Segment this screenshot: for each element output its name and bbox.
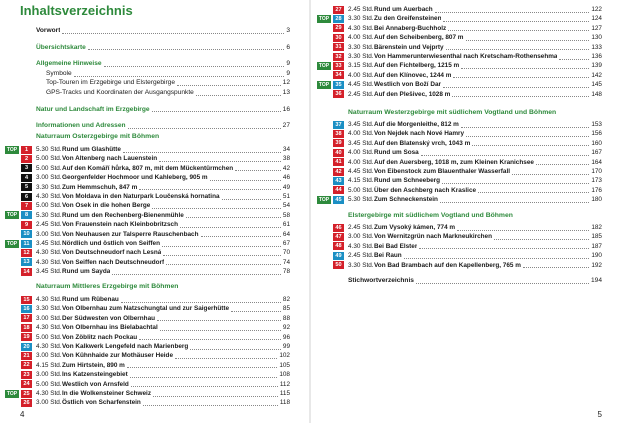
tour-number-badge: 24	[21, 380, 32, 388]
tour-duration: 4.30 Std.	[36, 342, 62, 350]
tour-title: Westlich von Boží Dar	[374, 81, 441, 89]
tour-number-badge: 19	[21, 333, 32, 341]
tour-number-badge: 45	[333, 196, 344, 204]
right-page	[312, 0, 620, 423]
tour-page: 78	[282, 268, 290, 276]
tour-title: Rund um Sayda	[62, 268, 111, 276]
tour-title: Rund um Schneeberg	[374, 177, 441, 185]
tour-entry[interactable]	[23, 304, 290, 313]
tour-page: 167	[591, 149, 602, 157]
tour-page: 185	[591, 233, 602, 241]
tour-list	[318, 120, 602, 205]
tour-entry[interactable]	[23, 333, 290, 342]
tour-number-badge: 13	[21, 258, 32, 266]
tour-duration: 4.00 Std.	[348, 158, 374, 166]
tour-page: 176	[591, 186, 602, 194]
tour-page: 61	[282, 221, 290, 229]
tour-entry[interactable]	[318, 61, 602, 70]
tour-page: 142	[591, 71, 602, 79]
tour-duration: 2.45 Std.	[348, 90, 374, 98]
tour-entry[interactable]	[318, 14, 602, 23]
tour-title: Von Seiffen nach Deutschneudorf	[62, 258, 165, 266]
tour-number-badge: 2	[21, 155, 32, 163]
tour-entry[interactable]	[23, 230, 290, 239]
tour-title: Rund um Auerbach	[374, 6, 433, 13]
tour-number-badge: 48	[333, 242, 344, 250]
tour-duration: 3.00 Std.	[348, 233, 374, 241]
tour-duration: 4.00 Std.	[348, 130, 374, 138]
tour-entry[interactable]	[335, 71, 602, 80]
tour-page: 112	[279, 380, 290, 388]
tour-page: 187	[591, 242, 602, 250]
tour-duration: 5.00 Std.	[36, 380, 62, 388]
tour-title: Von Wernitzgrün nach Markneukirchen	[374, 233, 493, 241]
tour-entry[interactable]	[335, 148, 602, 157]
tour-duration: 5.30 Std.	[348, 196, 374, 204]
tour-title: Auf den Blatenský vrch, 1043 m	[374, 139, 471, 147]
tour-page: 133	[591, 43, 602, 51]
tour-list	[335, 223, 602, 270]
tour-number-badge: 27	[333, 6, 344, 14]
tour-entry[interactable]	[24, 201, 290, 210]
tour-page: 70	[282, 249, 290, 257]
tour-number-badge: 32	[333, 53, 344, 61]
tour-title: Zum Schneckenstein	[374, 196, 438, 204]
tour-title: Über den Aschberg nach Kraslice	[374, 186, 477, 194]
page-title: Inhaltsverzeichnis	[20, 3, 133, 18]
tour-duration: 5.00 Std.	[36, 164, 62, 172]
tour-duration: 3.00 Std.	[36, 230, 62, 238]
section-heading: Elstergebirge mit südlichem Vogtland und Böhmen	[348, 212, 513, 219]
tour-page: 46	[282, 174, 290, 182]
tour-entry[interactable]	[335, 52, 602, 61]
tour-entry[interactable]	[23, 323, 290, 332]
tour-title: Auf die Morgenleithe, 812 m	[374, 121, 459, 128]
tour-duration: 5.00 Std.	[36, 333, 62, 341]
tour-page: 148	[591, 90, 602, 98]
tour-duration: 3.00 Std.	[36, 371, 62, 379]
tour-number-badge: 44	[333, 186, 344, 194]
tour-number-badge: 43	[333, 177, 344, 185]
tour-duration: 2.45 Std.	[348, 252, 374, 260]
tour-entry[interactable]	[6, 389, 290, 398]
tour-entry[interactable]	[335, 251, 602, 260]
tour-number-badge: 28	[333, 15, 344, 23]
tour-number-badge: 17	[21, 314, 32, 322]
tour-entry[interactable]	[24, 192, 290, 201]
tour-list	[318, 5, 602, 99]
tour-entry[interactable]	[23, 380, 290, 389]
tour-number-badge: 29	[333, 24, 344, 32]
tour-duration: 4.30 Std.	[36, 324, 62, 332]
tour-duration: 2.45 Std.	[348, 6, 374, 13]
tour-number-badge: 23	[21, 371, 32, 379]
tour-entry[interactable]	[23, 398, 290, 407]
left-page	[0, 0, 308, 423]
tour-duration: 3.30 Std.	[348, 261, 374, 269]
tour-number-badge: 35	[333, 81, 344, 89]
tour-entry[interactable]	[23, 258, 290, 267]
tour-page: 88	[282, 314, 290, 322]
tour-duration: 3.30 Std.	[36, 183, 62, 191]
tour-number-badge: 18	[21, 324, 32, 332]
tour-page: 156	[591, 130, 602, 138]
tour-title: Von Olbernhau zum Natzschungtal und zur Saigerhütte	[62, 305, 230, 313]
tour-duration: 3.30 Std.	[36, 305, 62, 313]
tour-title: Auf den Auersberg, 1018 m, zum Kleinen Kranichsee	[374, 158, 534, 166]
tour-number-badge: 16	[21, 305, 32, 313]
tour-page: 124	[591, 15, 602, 23]
tour-number-badge: 36	[333, 90, 344, 98]
tour-title: Rund um den Rechenberg-Bienenmühle	[62, 211, 184, 219]
tour-page: 127	[591, 24, 602, 32]
tour-number-badge: 38	[333, 130, 344, 138]
tour-entry[interactable]	[335, 43, 602, 52]
tour-page: 192	[591, 261, 602, 269]
tour-title: Bei Raun	[374, 252, 402, 260]
tour-number-badge: 37	[333, 121, 344, 129]
tour-page: 99	[282, 342, 290, 350]
tour-title: Von Eibenstock zum Blauenthaler Wasserfall	[374, 167, 511, 175]
tour-title: Bei Annaberg-Buchholz	[374, 24, 447, 32]
toc-entry[interactable]: Übersichtskarte 6	[36, 43, 290, 51]
tour-page: 102	[279, 352, 290, 360]
tour-number-badge: 47	[333, 233, 344, 241]
tour-number-badge: 20	[21, 343, 32, 351]
tour-duration: 2.45 Std.	[348, 224, 374, 231]
tour-entry[interactable]	[24, 164, 290, 173]
tour-title: Östlich von Scharfenstein	[62, 399, 141, 407]
tour-duration: 2.45 Std.	[36, 221, 62, 229]
page-number: 4	[20, 410, 25, 419]
tour-number-badge: 9	[21, 221, 32, 229]
tour-entry[interactable]	[24, 183, 290, 192]
top-badge: TOP	[318, 16, 330, 23]
tour-page: 51	[282, 192, 290, 200]
tour-number-badge: 34	[333, 71, 344, 79]
tour-title: Auf den Fichtelberg, 1215 m	[374, 62, 460, 70]
tour-title: Zum Hemmschuh, 847 m	[62, 183, 138, 191]
tour-page: 170	[591, 167, 602, 175]
tour-entry[interactable]	[335, 5, 602, 14]
tour-title: Von Altenberg nach Lauenstein	[62, 155, 158, 163]
tour-duration: 4.00 Std.	[348, 34, 374, 42]
toc-index	[348, 276, 602, 286]
tour-duration: 4.15 Std.	[348, 177, 374, 185]
tour-duration: 3.30 Std.	[348, 52, 374, 60]
tour-number-badge: 4	[21, 174, 32, 182]
tour-entry[interactable]	[335, 139, 602, 148]
tour-entry[interactable]	[335, 167, 602, 176]
tour-number-badge: 14	[21, 268, 32, 276]
top-badge: TOP	[318, 63, 330, 70]
section-heading: Naturraum Mittleres Erzgebirge mit Böhmen	[36, 283, 179, 290]
toc-entry[interactable]: Symbole 9	[46, 69, 290, 77]
top-badge: TOP	[318, 81, 330, 88]
tour-title: Rund um Rübenau	[62, 296, 119, 303]
tour-duration: 3.45 Std.	[348, 121, 374, 128]
tour-page: 173	[591, 177, 602, 185]
tour-entry[interactable]	[335, 33, 602, 42]
tour-duration: 4.45 Std.	[348, 81, 374, 89]
tour-entry[interactable]	[23, 267, 290, 276]
tour-page: 85	[282, 305, 290, 313]
section-heading: Naturraum Osterzgebirge mit Böhmen	[36, 133, 160, 140]
tour-duration: 3.45 Std.	[36, 239, 62, 247]
tour-title: Bei Bad Elster	[374, 242, 418, 250]
tour-duration: 5.00 Std.	[348, 186, 374, 194]
tour-title: Von Hammerunterwiesenthal nach Kretscham-Rothensehma	[374, 52, 558, 60]
tour-page: 82	[282, 296, 290, 303]
tour-number-badge: 10	[21, 230, 32, 238]
tour-number-badge: 11	[21, 240, 32, 248]
tour-duration: 3.00 Std.	[36, 314, 62, 322]
tour-page: 130	[591, 34, 602, 42]
tour-number-badge: 12	[21, 249, 32, 257]
tour-title: Auf den Komáří hůrka, 807 m, mit dem Mückentürmchen	[62, 164, 234, 172]
tour-page: 160	[591, 139, 602, 147]
tour-page: 74	[282, 258, 290, 266]
toc-entry[interactable]: Vorwort 3	[36, 27, 290, 34]
tour-number-badge: 21	[21, 352, 32, 360]
tour-number-badge: 6	[21, 193, 32, 201]
tour-title: Von Olbernhau ins Bielabachtal	[62, 324, 158, 332]
tour-list	[6, 295, 290, 408]
tour-duration: 4.00 Std.	[348, 149, 374, 157]
tour-page: 180	[591, 196, 602, 204]
tour-title: Auf den Klínovec, 1244 m	[374, 71, 452, 79]
tour-number-badge: 15	[21, 296, 32, 304]
tour-number-badge: 3	[21, 164, 32, 172]
tour-entry[interactable]	[6, 145, 290, 154]
tour-page: 92	[282, 324, 290, 332]
tour-entry[interactable]	[6, 211, 290, 220]
tour-entry[interactable]	[335, 223, 602, 232]
tour-title: In die Wolkensteiner Schweiz	[62, 389, 152, 397]
tour-entry[interactable]	[23, 295, 290, 304]
tour-page: 67	[282, 239, 290, 247]
tour-page: 115	[279, 389, 290, 397]
tour-duration: 3.00 Std.	[36, 352, 62, 360]
tour-title: Der Südwesten von Olbernhau	[62, 314, 156, 322]
tour-entry[interactable]	[23, 248, 290, 257]
tour-page: 64	[282, 230, 290, 238]
tour-number-badge: 8	[21, 211, 32, 219]
toc-entry[interactable]: Allgemeine Hinweise 9	[36, 60, 290, 68]
tour-title: Bärenstein und Vejprty	[374, 43, 444, 51]
tour-number-badge: 41	[333, 158, 344, 166]
toc-entry[interactable]: Informationen und Adressen 27	[36, 122, 290, 130]
tour-duration: 4.30 Std.	[36, 296, 62, 303]
tour-entry[interactable]	[335, 242, 602, 251]
page-fold	[309, 0, 311, 423]
tour-title: Zum Hirtstein, 890 m	[62, 361, 125, 369]
tour-title: Von Neuhausen zur Talsperre Rauschenbach	[62, 230, 199, 238]
tour-title: Auf den Plešivec, 1028 m	[374, 90, 451, 98]
tour-entry[interactable]	[335, 129, 602, 138]
tour-title: Georgenfelder Hochmoor und Kahleberg, 905 m	[62, 174, 208, 182]
tour-duration: 4.30 Std.	[348, 242, 374, 250]
tour-number-badge: 30	[333, 34, 344, 42]
tour-title: Auf den Scheibenberg, 807 m	[374, 34, 464, 42]
tour-title: Von Nejdek nach Nové Hamry	[374, 130, 465, 138]
tour-entry[interactable]	[335, 120, 602, 129]
tour-entry[interactable]	[318, 80, 602, 89]
tour-entry[interactable]	[335, 158, 602, 167]
tour-page: 42	[282, 164, 290, 172]
tour-duration: 3.00 Std.	[36, 174, 62, 182]
top-badge: TOP	[6, 390, 18, 397]
tour-number-badge: 25	[21, 390, 32, 398]
tour-page: 122	[591, 6, 602, 13]
tour-number-badge: 22	[21, 361, 32, 369]
tour-entry[interactable]	[335, 24, 602, 33]
toc-entry[interactable]: Stichwortverzeichnis 194	[348, 277, 602, 284]
tour-title: Von Kühnhaide zur Mothäuser Heide	[62, 352, 174, 360]
tour-title: Von Frauenstein nach Kleinbobritzsch	[62, 221, 178, 229]
tour-duration: 3.30 Std.	[348, 43, 374, 51]
tour-number-badge: 40	[333, 149, 344, 157]
tour-entry[interactable]	[335, 261, 602, 270]
tour-duration: 5.30 Std.	[36, 146, 62, 153]
tour-title: Nördlich und östlich von Seiffen	[62, 239, 160, 247]
tour-number-badge: 26	[21, 399, 32, 407]
tour-number-badge: 7	[21, 202, 32, 210]
tour-title: Zu den Greifensteinen	[374, 15, 442, 23]
toc-entry[interactable]: GPS-Tracks und Koordinaten der Ausgangspunkte 13	[46, 88, 290, 96]
tour-entry[interactable]	[24, 220, 290, 229]
tour-entry[interactable]	[335, 90, 602, 99]
tour-title: Rund um Sosa	[374, 149, 419, 157]
tour-entry[interactable]	[23, 342, 290, 351]
toc-entry[interactable]: Top-Touren im Erzgebirge und Elstergebirge 12	[46, 79, 290, 87]
tour-title: Von Bad Brambach auf den Kapellenberg, 765 m	[374, 261, 521, 269]
tour-page: 58	[282, 211, 290, 219]
tour-page: 164	[591, 158, 602, 166]
tour-number-badge: 5	[21, 183, 32, 191]
top-badge: TOP	[318, 196, 330, 203]
tour-duration: 3.00 Std.	[36, 399, 62, 407]
tour-entry[interactable]	[23, 361, 290, 370]
tour-title: Von Zöblitz nach Pockau	[62, 333, 138, 341]
tour-number-badge: 1	[21, 146, 32, 154]
tour-number-badge: 42	[333, 168, 344, 176]
tour-page: 118	[279, 399, 290, 407]
tour-page: 38	[282, 155, 290, 163]
tour-duration: 4.45 Std.	[348, 167, 374, 175]
tour-page: 49	[282, 183, 290, 191]
tour-title: Von Kalkwerk Lengefeld nach Marienberg	[62, 342, 189, 350]
tour-page: 182	[591, 224, 602, 231]
tour-duration: 3.15 Std.	[348, 62, 374, 70]
tour-number-badge: 39	[333, 139, 344, 147]
tour-duration: 4.30 Std.	[36, 249, 62, 257]
page-number: 5	[597, 410, 602, 419]
tour-number-badge: 49	[333, 252, 344, 260]
tour-page: 145	[591, 81, 602, 89]
tour-duration: 5.30 Std.	[36, 211, 62, 219]
tour-entry[interactable]	[318, 195, 602, 204]
tour-page: 105	[279, 361, 290, 369]
tour-page: 190	[591, 252, 602, 260]
tour-page: 153	[591, 121, 602, 128]
tour-title: Westlich von Arnsfeld	[62, 380, 129, 388]
tour-duration: 4.15 Std.	[36, 361, 62, 369]
tour-duration: 3.30 Std.	[348, 15, 374, 23]
tour-list	[6, 145, 290, 276]
tour-duration: 4.30 Std.	[36, 192, 62, 200]
tour-entry[interactable]	[335, 176, 602, 185]
tour-entry[interactable]	[23, 370, 290, 379]
tour-duration: 3.45 Std.	[348, 139, 374, 147]
tour-page: 34	[282, 146, 290, 153]
tour-title: Von Osek in die hohen Berge	[62, 202, 151, 210]
tour-page: 96	[282, 333, 290, 341]
top-badge: TOP	[6, 212, 18, 219]
tour-entry[interactable]	[335, 186, 602, 195]
section-heading: Naturraum Westerzgebirge mit südlichem Vogtland und Böhmen	[348, 109, 557, 116]
tour-page: 139	[591, 62, 602, 70]
tour-entry[interactable]	[6, 239, 290, 248]
tour-duration: 4.00 Std.	[348, 71, 374, 79]
tour-number-badge: 33	[333, 62, 344, 70]
tour-duration: 5.00 Std.	[36, 202, 62, 210]
toc-general	[36, 26, 290, 131]
tour-number-badge: 46	[333, 224, 344, 232]
tour-title: Ins Katzensteingebiet	[62, 371, 128, 379]
top-badge: TOP	[6, 146, 18, 153]
tour-page: 108	[279, 371, 290, 379]
tour-title: Zum Vysoký kámen, 774 m	[374, 224, 456, 231]
tour-entry[interactable]	[24, 173, 290, 182]
tour-duration: 3.45 Std.	[36, 268, 62, 276]
tour-title: Von Deutschneudorf nach Lesná	[62, 249, 162, 257]
tour-duration: 4.30 Std.	[36, 258, 62, 266]
tour-entry[interactable]	[335, 232, 602, 241]
tour-page: 136	[591, 52, 602, 60]
tour-entry[interactable]	[23, 351, 290, 360]
top-badge: TOP	[6, 240, 18, 247]
tour-number-badge: 31	[333, 43, 344, 51]
tour-entry[interactable]	[24, 154, 290, 163]
tour-title: Von Moldava in den Naturpark Loučenská hornatina	[62, 192, 220, 200]
tour-page: 54	[282, 202, 290, 210]
tour-duration: 4.30 Std.	[36, 389, 62, 397]
toc-entry[interactable]: Natur und Landschaft im Erzgebirge 16	[36, 105, 290, 113]
tour-title: Rund um Glashütte	[62, 146, 121, 153]
tour-duration: 5.00 Std.	[36, 155, 62, 163]
tour-number-badge: 50	[333, 261, 344, 269]
tour-entry[interactable]	[23, 314, 290, 323]
tour-duration: 4.30 Std.	[348, 24, 374, 32]
